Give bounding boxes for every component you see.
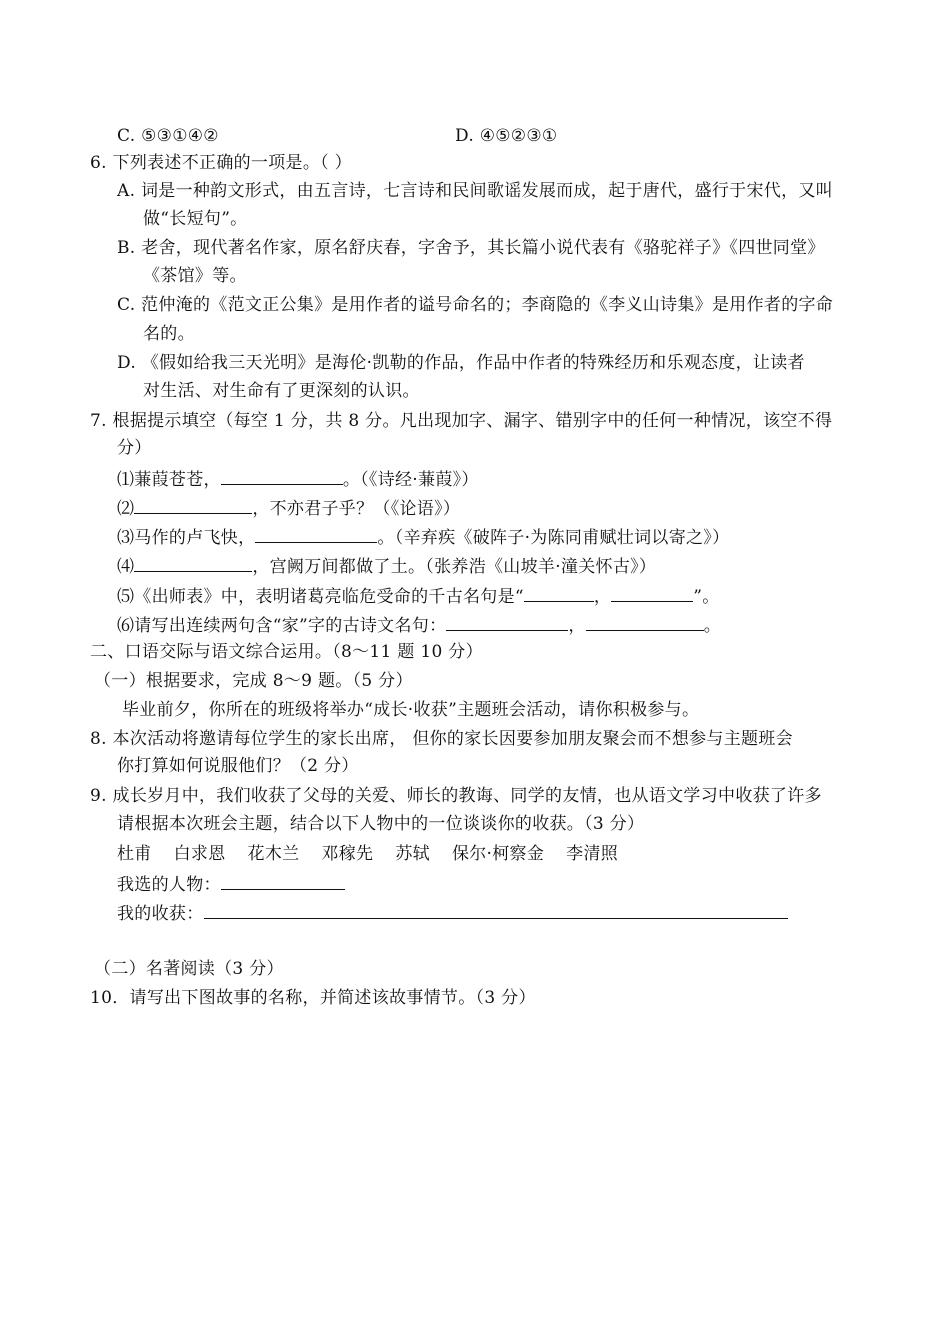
q9-people-list bbox=[117, 843, 618, 865]
q6-option-a: A. 词是一种韵文形式，由五言诗，七言诗和民间歌谣发展而成，起于唐代，盛行于宋代，又叫 bbox=[117, 181, 833, 201]
q7-answer-blank-3[interactable] bbox=[255, 525, 377, 543]
q7-item1-pre: ⑴蒹葭苍苍， bbox=[117, 470, 221, 490]
q5-option-d: D. ④⑤②③① bbox=[455, 126, 558, 146]
q7-item-5 bbox=[117, 584, 720, 608]
q7-item4-post: ，宫阙万间都做了土。（张养浩《山坡羊·潼关怀古》） bbox=[252, 557, 657, 577]
q7-answer-blank-4[interactable] bbox=[134, 554, 252, 572]
q7-item-6 bbox=[117, 613, 721, 637]
person-pavel-korchagin: 保尔·柯察金 bbox=[451, 844, 545, 864]
q7-item3-pre: ⑶马作的卢飞快， bbox=[117, 528, 256, 548]
q7-answer-blank-5b[interactable] bbox=[611, 584, 693, 602]
q9-gain-line bbox=[117, 901, 788, 925]
part2-title: （二）名著阅读（3 分） bbox=[94, 959, 284, 979]
q10-stem: 10．请写出下图故事的名称，并简述该故事情节。（3 分） bbox=[90, 988, 536, 1008]
q7-item-1 bbox=[117, 467, 479, 491]
q7-item6-pre: ⑹请写出连续两句含“家”字的古诗文名句： bbox=[117, 616, 447, 636]
q7-answer-blank-5a[interactable] bbox=[524, 584, 594, 602]
section2-intro: 毕业前夕，你所在的班级将举办“成长·收获”主题班会活动，请你积极参与。 bbox=[122, 700, 700, 720]
q6-option-d: D. 《假如给我三天光明》是海伦·凯勒的作品，作品中作者的特殊经历和乐观态度，让读者 bbox=[117, 353, 805, 373]
q7-item5-mid: ， bbox=[593, 587, 612, 607]
q7-stem-cont: 分） bbox=[117, 438, 152, 458]
person-sushi: 苏轼 bbox=[395, 844, 430, 864]
q7-answer-blank-1[interactable] bbox=[221, 467, 343, 485]
q7-item6-mid: ， bbox=[568, 616, 586, 636]
q7-item4-pre: ⑷ bbox=[117, 557, 135, 577]
q7-answer-blank-2[interactable] bbox=[134, 496, 252, 514]
q7-item-3 bbox=[117, 525, 729, 549]
q6-option-c: C. 范仲淹的《范文正公集》是用作者的谥号命名的；李商隐的《李义山诗集》是用作者的字命 bbox=[117, 295, 834, 315]
q9-gain-blank[interactable] bbox=[204, 901, 788, 919]
section2-title: 二、口语交际与语文综合运用。（8～11 题 10 分） bbox=[90, 642, 483, 662]
q9-choice-blank[interactable] bbox=[221, 872, 345, 890]
q6-option-c-cont: 名的。 bbox=[143, 324, 195, 344]
q9-choice-line bbox=[117, 872, 345, 896]
person-li-qingzhao: 李清照 bbox=[566, 844, 619, 864]
q7-item1-post: 。（《诗经·蒹葭》） bbox=[342, 470, 479, 490]
q7-item6-post: 。 bbox=[703, 616, 722, 636]
q9-gain-label: 我的收获： bbox=[117, 904, 204, 924]
person-bethune: 白求恩 bbox=[173, 844, 226, 864]
q5-option-c: C. ⑤③①④② bbox=[117, 126, 219, 146]
q7-item-4 bbox=[117, 554, 656, 578]
q9-stem-cont: 请根据本次班会主题，结合以下人物中的一位谈谈你的收获。（3 分） bbox=[117, 814, 645, 834]
q8-stem: 8. 本次活动将邀请每位学生的家长出席， 但你的家长因要参加朋友聚会而不想参与主题班会 bbox=[90, 729, 793, 749]
q9-stem: 9. 成长岁月中，我们收获了父母的关爱、师长的教诲、同学的友情，也从语文学习中收获了许多 bbox=[90, 786, 822, 806]
q6-option-b: B. 老舍，现代著名作家，原名舒庆春，字舍予，其长篇小说代表有《骆驼祥子》《四世同堂》 bbox=[117, 238, 825, 258]
person-dufu: 杜甫 bbox=[117, 844, 152, 864]
q7-item-2 bbox=[117, 496, 460, 520]
q7-item5-post: ”。 bbox=[693, 587, 720, 607]
person-mulan: 花木兰 bbox=[247, 844, 300, 864]
q7-answer-blank-6a[interactable] bbox=[446, 613, 568, 631]
q7-item2-pre: ⑵ bbox=[117, 499, 135, 519]
q6-stem: 6. 下列表述不正确的一项是。（ ） bbox=[90, 153, 352, 173]
section2-part1-title: （一）根据要求，完成 8～9 题。（5 分） bbox=[94, 671, 413, 691]
person-deng-jiaxian: 邓稼先 bbox=[321, 844, 374, 864]
q7-answer-blank-6b[interactable] bbox=[586, 613, 704, 631]
q6-option-b-cont: 《茶馆》等。 bbox=[143, 266, 247, 286]
q7-item5-pre: ⑸《出师表》中，表明诸葛亮临危受命的千古名句是“ bbox=[117, 587, 524, 607]
q9-choice-label: 我选的人物： bbox=[117, 875, 221, 895]
q7-stem: 7. 根据提示填空（每空 1 分，共 8 分。凡出现加字、漏字、错别字中的任何一种情况，该空不得 bbox=[90, 411, 833, 431]
q6-option-d-cont: 对生活、对生命有了更深刻的认识。 bbox=[143, 381, 420, 401]
q6-option-a-cont: 做“长短句”。 bbox=[143, 209, 248, 229]
q8-stem-cont: 你打算如何说服他们？（2 分） bbox=[117, 756, 359, 776]
q7-item2-post: ，不亦君子乎？（《论语》） bbox=[252, 499, 461, 519]
q7-item3-post: 。（辛弃疾《破阵子·为陈同甫赋壮词以寄之》） bbox=[377, 528, 730, 548]
